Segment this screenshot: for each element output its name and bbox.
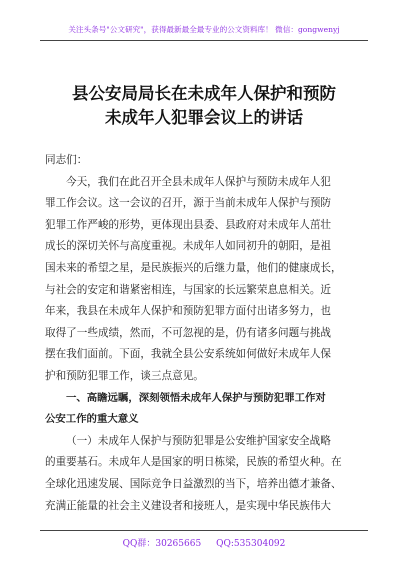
paragraph-line: 充满正能量的社会主义建设者和接班人，是实现中华民族伟大: [45, 499, 332, 512]
document-body: [45, 150, 363, 517]
paragraph-line: （一）未成年人保护与预防犯罪是公安维护国家安全战略: [66, 434, 331, 447]
footer: [40, 536, 368, 549]
salutation: 同志们：: [45, 154, 88, 166]
heading-line: 公安工作的重大意义: [45, 413, 139, 426]
header-banner: 关注头条号"公文研究"，获得最新最全最专业的公文资料库！ 微信：gongwenyj: [68, 25, 340, 34]
paragraph-line: 取得了一些成绩，然而，不可忽视的是，仍有诸多问题与挑战: [45, 326, 332, 339]
paragraph-line: 年来，我县在未成年人保护和预防犯罪方面付出诸多努力，也: [45, 305, 332, 318]
footer-qq-group: QQ群：30265665: [122, 539, 202, 549]
title-line-2: 未成年人犯罪会议上的讲话: [105, 108, 303, 127]
paragraph-2: [45, 431, 363, 517]
title-line-1: 县公安局局长在未成年人保护和预防: [72, 84, 336, 103]
footer-qq: QQ:535304092: [216, 539, 286, 549]
paragraph-1: [45, 172, 363, 388]
document-title: [40, 82, 368, 130]
header-divider: [40, 40, 368, 41]
footer-divider: [40, 530, 368, 531]
heading-line: 一、高瞻远瞩，深刻领悟未成年人保护与预防犯罪工作对: [66, 391, 326, 404]
paragraph-line: 成长的深切关怀与高度重视。未成年人如同初升的朝阳，是祖: [45, 240, 332, 253]
paragraph-line: 护和预防犯罪工作，谈三点意见。: [45, 369, 204, 382]
section-heading-1: [45, 388, 363, 431]
paragraph-line: 全球化迅速发展、国际竞争日益激烈的当下，培养出德才兼备、: [45, 477, 342, 490]
paragraph-line: 摆在我们面前。下面，我就全县公安系统如何做好未成年人保: [45, 348, 332, 361]
paragraph-line: 与社会的安定和谐紧密相连，与国家的长远繁荣息息相关。近: [45, 283, 332, 296]
paragraph-line: 罪工作会议。这一会议的召开，源于当前未成年人保护与预防: [45, 197, 332, 210]
paragraph-line: 的重要基石。未成年人是国家的明日栋梁，民族的希望火种。在: [45, 456, 342, 469]
paragraph-line: 今天，我们在此召开全县未成年人保护与预防未成年人犯: [66, 175, 331, 188]
paragraph-line: 犯罪工作严峻的形势，更体现出县委、县政府对未成年人茁壮: [45, 218, 332, 231]
paragraph-line: 国未来的希望之星，是民族振兴的后继力量，他们的健康成长，: [45, 261, 342, 274]
